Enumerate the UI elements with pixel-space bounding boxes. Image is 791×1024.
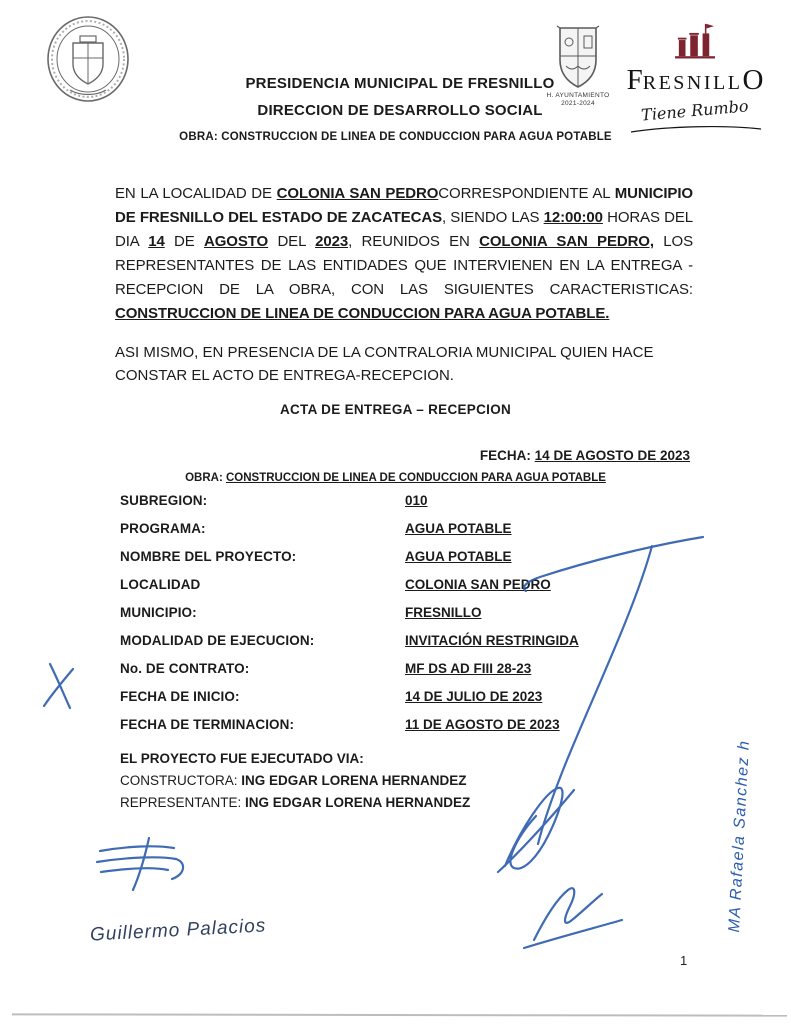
field-value: 010 (405, 492, 428, 508)
signature-scribble-left (100, 846, 174, 851)
obra-value: CONSTRUCCION DE LINEA DE CONDUCCION PARA AGUA POTABLE (221, 131, 612, 143)
scan-artifact-line (12, 1013, 787, 1016)
field-value: COLONIA SAN PEDRO (405, 576, 551, 592)
field-label: FECHA DE INICIO: (120, 688, 240, 704)
constructora-line (120, 770, 470, 792)
field-row-fecha-inicio (120, 682, 590, 710)
field-row-nombre-proyecto (120, 542, 590, 570)
signature-scribble-left (101, 868, 168, 872)
obra-line-2 (0, 472, 791, 484)
field-row-municipio (120, 598, 590, 626)
field-value: AGUA POTABLE (405, 520, 512, 536)
project-fields (120, 486, 590, 738)
field-row-localidad (120, 570, 590, 598)
field-value: INVITACIÓN RESTRINGIDA (405, 632, 579, 648)
header-title-line2: DIRECCION DE DESARROLLO SOCIAL (257, 102, 543, 119)
obra-label: OBRA: (179, 131, 218, 143)
fecha-line (480, 448, 690, 463)
field-row-programa (120, 514, 590, 542)
field-row-subregion (120, 486, 590, 514)
representante-label: REPRESENTANTE: (120, 795, 246, 810)
signature-bottom (524, 920, 622, 948)
building-icon (672, 22, 718, 60)
fresnillo-brand-logo (620, 22, 770, 139)
field-label: MUNICIPIO: (120, 604, 197, 620)
fecha-value: 14 DE AGOSTO DE 2023 (534, 448, 690, 463)
field-label: MODALIDAD DE EJECUCION: (120, 632, 315, 648)
execution-block (120, 748, 470, 814)
obra2-value: CONSTRUCCION DE LINEA DE CONDUCCION PARA AGUA POTABLE (225, 472, 606, 484)
fecha-label: FECHA: (479, 448, 535, 463)
representante-value: ING EDGAR LORENA HERNANDEZ (245, 795, 471, 810)
signature-center (505, 788, 563, 869)
constructora-value: ING EDGAR LORENA HERNANDEZ (241, 773, 467, 788)
handwritten-name-guillermo: Guillermo Palacios (89, 915, 267, 946)
constructora-label: CONSTRUCTORA: (120, 773, 242, 788)
signature-bottom (534, 888, 602, 940)
field-label: PROGRAMA: (120, 520, 206, 536)
field-label: FECHA DE TERMINACION: (120, 716, 295, 732)
contraloria-paragraph: ASI MISMO, EN PRESENCIA DE LA CONTRALORIA MUNICIPAL QUIEN HACE CONSTAR EL ACTO DE ENTREGA-RECEPCION. (115, 344, 654, 384)
page-number: 1 (680, 953, 688, 968)
field-label: No. DE CONTRATO: (120, 660, 250, 676)
signature-center (498, 790, 574, 872)
signature-scribble-left (133, 838, 149, 890)
field-value: AGUA POTABLE (405, 548, 512, 564)
brand-tagline: Tiene Rumbo (640, 96, 750, 125)
execution-intro: EL PROYECTO FUE EJECUTADO VIA: (120, 751, 364, 766)
field-row-fecha-terminacion (120, 710, 590, 738)
field-value: 14 DE JULIO DE 2023 (405, 688, 543, 704)
pen-x-mark (50, 664, 70, 708)
municipal-seal-icon (42, 12, 134, 108)
field-label: LOCALIDAD (120, 576, 201, 592)
intro-paragraph: EN LA LOCALIDAD DE COLONIA SAN PEDROCORRESPONDIENTE AL MUNICIPIO DE FRESNILLO DEL ESTADO DE ZACATECAS, SIENDO LAS 12:00:00 HORAS DEL DIA 14 DE AGOSTO DEL 2023, REUNIDOS EN COLONIA SAN PEDRO, LOS REPRESENTANTES DE LAS ENTIDADES QUE INTERVIENEN EN LA ENTREGA - RECEPCION DE LA OBRA, CON LAS SIGUIENTES CARACTERISTICAS: CONSTRUCCION DE LINEA DE CONDUCCION PARA AGUA POTABLE. (115, 185, 694, 322)
field-value: MF DS AD FIII 28-23 (405, 660, 532, 676)
tagline-flourish (625, 124, 765, 134)
acta-title: ACTA DE ENTREGA – RECEPCION (279, 402, 512, 417)
document-header (185, 70, 615, 124)
header-title-line1: PRESIDENCIA MUNICIPAL DE FRESNILLO (245, 75, 555, 92)
field-label: SUBREGION: (120, 492, 208, 508)
obra2-label: OBRA: (185, 472, 226, 484)
handwritten-name-vertical: MA Rafaela Sanchez h (726, 739, 754, 933)
field-label: NOMBRE DEL PROYECTO: (120, 548, 297, 564)
field-row-contrato (120, 654, 590, 682)
representante-line (120, 792, 470, 814)
pen-x-mark (44, 669, 73, 706)
crest-caption: H. AYUNTAMIENTO 2021-2024 (546, 92, 610, 107)
field-value: FRESNILLO (405, 604, 482, 620)
signature-scribble-left (172, 859, 183, 879)
brand-wordmark: FRESNILLO (626, 64, 764, 96)
field-row-modalidad (120, 626, 590, 654)
field-value: 11 DE AGOSTO DE 2023 (405, 716, 560, 732)
signature-scribble-left (97, 857, 176, 862)
